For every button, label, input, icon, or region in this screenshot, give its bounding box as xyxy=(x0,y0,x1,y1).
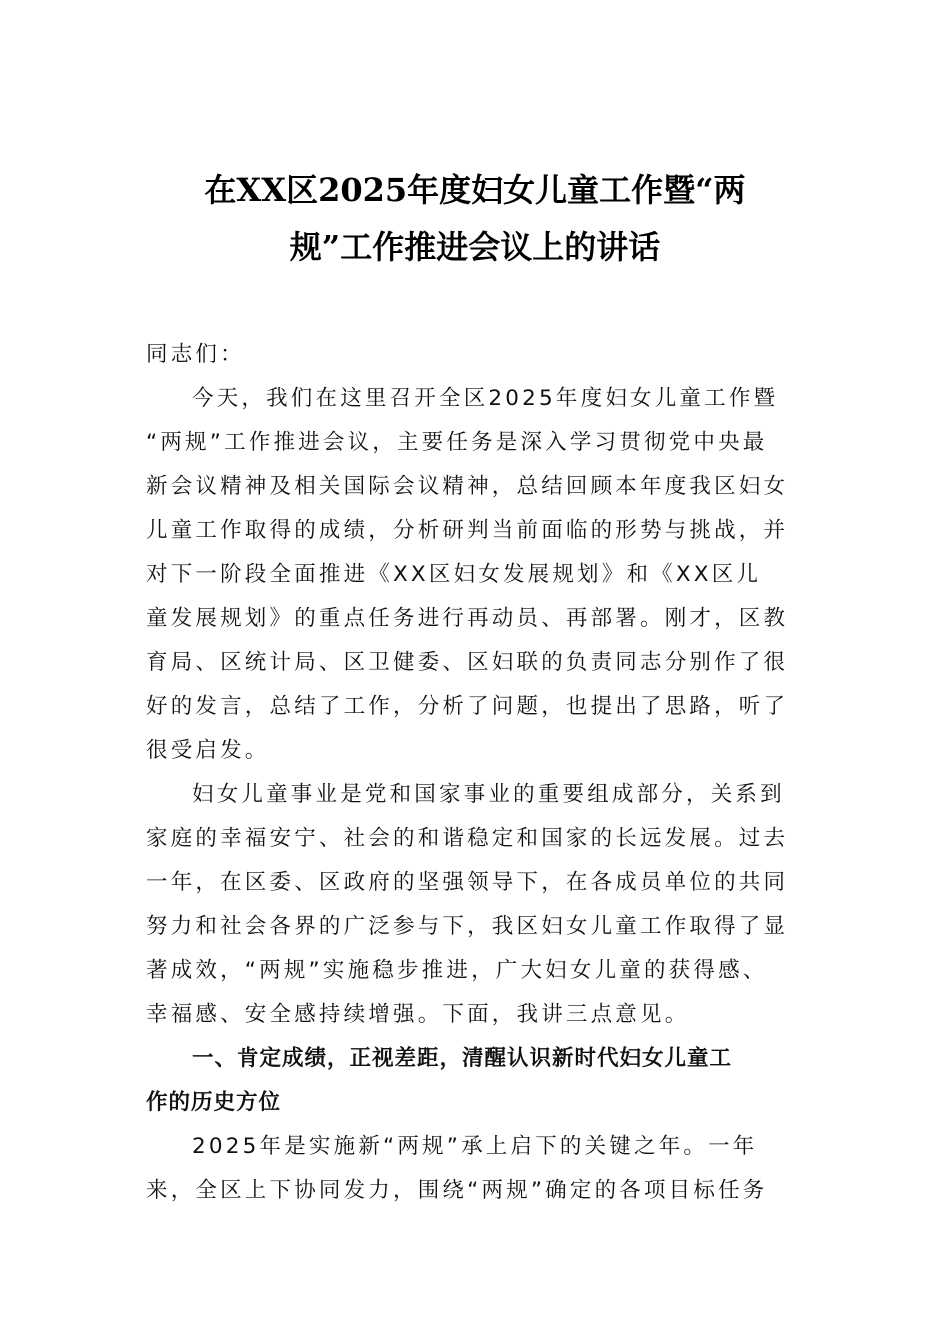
text-line: 家庭的幸福安宁、社会的和谐稳定和国家的长远发展。过去 xyxy=(146,826,789,851)
text-line: 对下一阶段全面推进《XX区妇女发展规划》和《XX区儿 xyxy=(146,562,762,587)
heading-line: 作的历史方位 xyxy=(146,1090,282,1115)
document-body xyxy=(146,333,810,1213)
salutation: 同志们： xyxy=(146,342,245,367)
paragraph-section-1 xyxy=(146,1125,810,1213)
heading-line: 一、肯定成绩，正视差距，清醒认识新时代妇女儿童工 xyxy=(192,1046,733,1071)
text-line: 努力和社会各界的广泛参与下，我区妇女儿童工作取得了显 xyxy=(146,914,789,939)
text-line: 童发展规划》的重点任务进行再动员、再部署。刚才，区教 xyxy=(146,606,789,631)
document-title xyxy=(140,162,810,276)
text-line: 新会议精神及相关国际会议精神，总结回顾本年度我区妇女 xyxy=(146,474,789,499)
text-line: 妇女儿童事业是党和国家事业的重要组成部分，关系到 xyxy=(192,782,785,807)
text-line: 很受启发。 xyxy=(146,738,270,763)
text-line: 儿童工作取得的成绩，分析研判当前面临的形势与挑战，并 xyxy=(146,518,789,543)
text-line: 著成效，“两规”实施稳步推进，广大妇女儿童的获得感、 xyxy=(146,958,768,983)
text-line: 幸福感、安全感持续增强。下面，我讲三点意见。 xyxy=(146,1002,690,1027)
text-line: “两规”工作推进会议，主要任务是深入学习贯彻党中央最 xyxy=(146,430,768,455)
text-line: 今天，我们在这里召开全区2025年度妇女儿童工作暨 xyxy=(192,386,779,411)
text-line: 2025年是实施新“两规”承上启下的关键之年。一年 xyxy=(192,1134,758,1159)
paragraph-opening xyxy=(146,377,810,773)
paragraph-context xyxy=(146,773,810,1037)
text-line: 一年，在区委、区政府的坚强领导下，在各成员单位的共同 xyxy=(146,870,789,895)
section-heading-1 xyxy=(146,1037,810,1125)
text-line: 好的发言，总结了工作，分析了问题，也提出了思路，听了 xyxy=(146,694,789,719)
text-line: 育局、区统计局、区卫健委、区妇联的负责同志分别作了很 xyxy=(146,650,789,675)
text-line: 来，全区上下协同发力，围绕“两规”确定的各项目标任务 xyxy=(146,1178,768,1203)
title-line-1: 在XX区2025年度妇女儿童工作暨“两 xyxy=(204,171,746,209)
title-line-2: 规”工作推进会议上的讲话 xyxy=(289,228,661,266)
